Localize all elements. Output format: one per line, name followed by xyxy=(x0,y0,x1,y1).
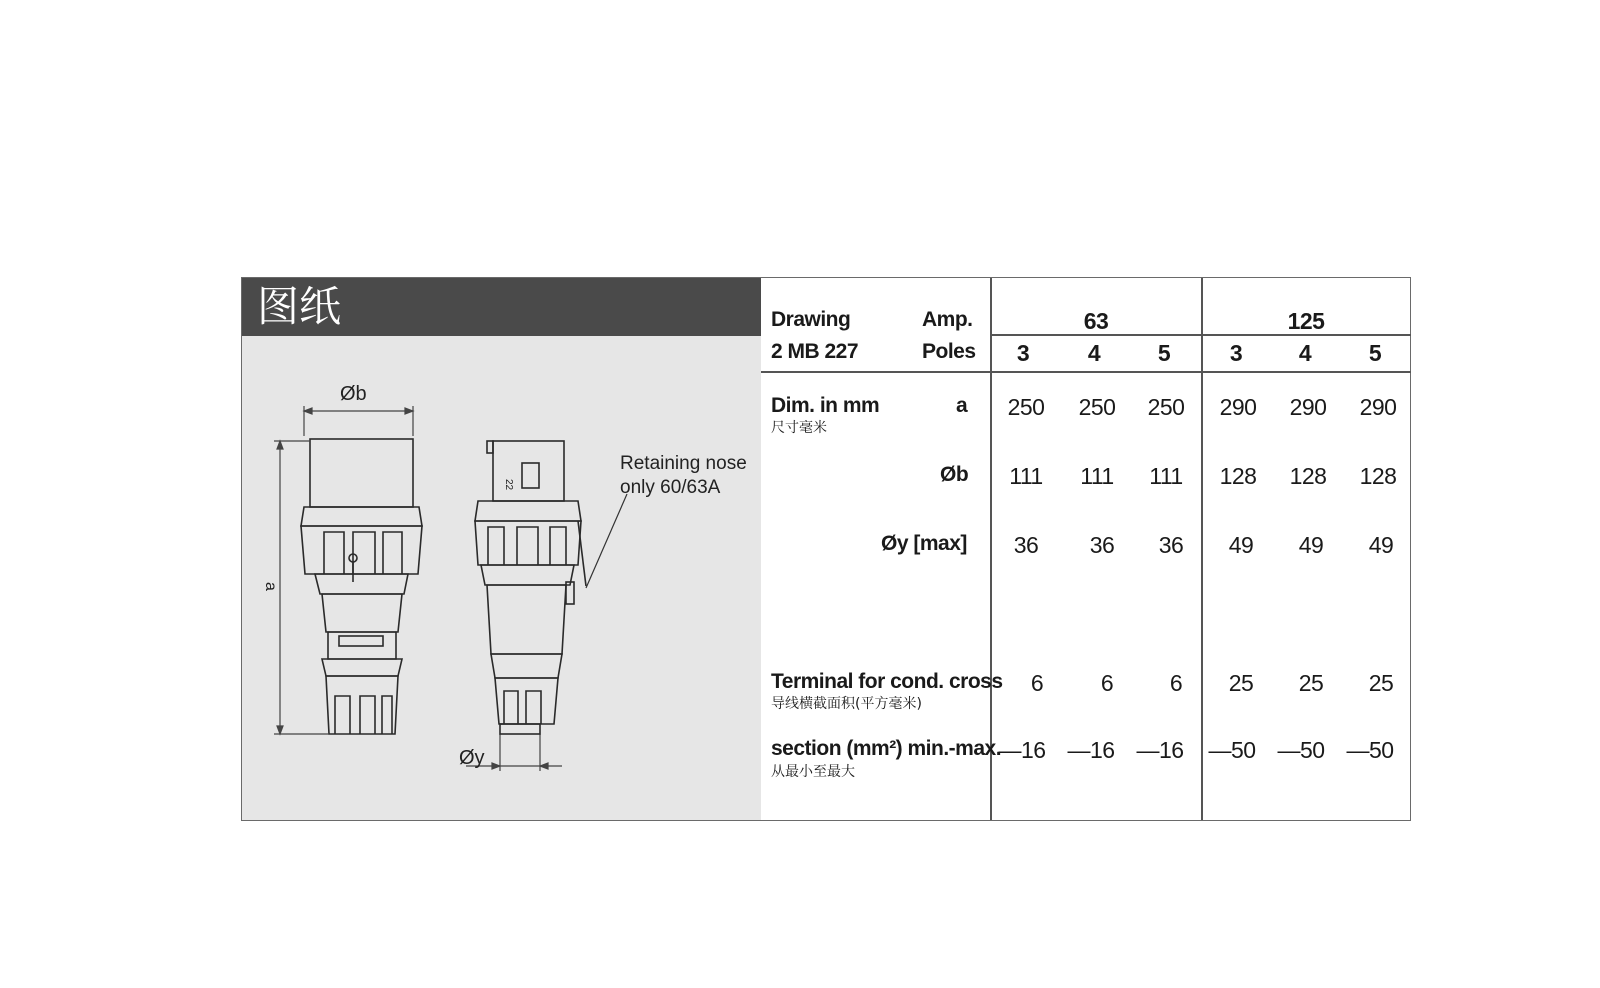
dim-y-label: Øy xyxy=(459,747,485,769)
cell-b-2: 111 xyxy=(1080,463,1114,489)
plug-side-view xyxy=(475,441,586,734)
row-dim-label-zh: 尺寸毫米 xyxy=(771,420,827,436)
amp-63: 63 xyxy=(1083,308,1109,334)
row-section-label-zh: 从最小至最大 xyxy=(771,764,855,780)
cell-sec-1: —16 xyxy=(998,737,1046,763)
product-drawing-panel xyxy=(241,277,1411,821)
cell-b-4: 128 xyxy=(1219,463,1257,489)
row-b-param: Øb xyxy=(940,463,969,486)
row-terminal-label: Terminal for cond. cross xyxy=(771,670,1003,693)
cell-a-6: 290 xyxy=(1359,394,1397,420)
cell-y-6: 49 xyxy=(1368,532,1394,558)
note-leader-line xyxy=(586,494,627,588)
plug-front-view xyxy=(301,439,422,734)
dim-a-label: a xyxy=(262,582,279,591)
cell-sec-4: —50 xyxy=(1208,737,1256,763)
pole-63-5: 5 xyxy=(1157,340,1171,366)
header-title: 图纸 xyxy=(257,282,342,331)
pole-125-4: 4 xyxy=(1298,340,1312,366)
cell-sec-5: —50 xyxy=(1277,737,1325,763)
cell-a-5: 290 xyxy=(1289,394,1327,420)
note-line-1: Retaining nose xyxy=(620,453,747,474)
cell-b-1: 111 xyxy=(1009,463,1043,489)
cell-term-2: 6 xyxy=(1100,670,1114,696)
cell-term-3: 6 xyxy=(1169,670,1183,696)
cell-term-6: 25 xyxy=(1368,670,1394,696)
cell-sec-6: —50 xyxy=(1346,737,1394,763)
pole-63-3: 3 xyxy=(1016,340,1030,366)
pole-125-3: 3 xyxy=(1229,340,1243,366)
cell-y-3: 36 xyxy=(1158,532,1184,558)
row-dim-label: Dim. in mm xyxy=(771,394,880,417)
cell-term-5: 25 xyxy=(1298,670,1324,696)
drawing-area xyxy=(242,278,761,820)
drawing-code: 2 MB 227 xyxy=(771,340,859,363)
cell-term-4: 25 xyxy=(1228,670,1254,696)
cell-a-2: 250 xyxy=(1078,394,1116,420)
cell-term-1: 6 xyxy=(1030,670,1044,696)
cell-y-4: 49 xyxy=(1228,532,1254,558)
plug-technical-drawing xyxy=(242,336,761,820)
cell-sec-3: —16 xyxy=(1136,737,1184,763)
row-a-param: a xyxy=(956,394,968,417)
header-bar xyxy=(242,278,761,336)
pole-63-4: 4 xyxy=(1087,340,1101,366)
cell-y-1: 36 xyxy=(1013,532,1039,558)
pole-125-5: 5 xyxy=(1368,340,1382,366)
poles-label: Poles xyxy=(922,340,976,363)
row-y-param: Øy [max] xyxy=(881,532,967,555)
cell-b-6: 128 xyxy=(1359,463,1397,489)
cell-y-2: 36 xyxy=(1089,532,1115,558)
note-line-2: only 60/63A xyxy=(620,477,721,498)
cell-sec-2: —16 xyxy=(1067,737,1115,763)
cell-b-5: 128 xyxy=(1289,463,1327,489)
side-small-label: 22 xyxy=(503,479,514,491)
drawing-label: Drawing xyxy=(771,308,851,331)
dim-b-label: Øb xyxy=(340,383,367,405)
row-terminal-label-zh: 导线横截面积(平方毫米) xyxy=(771,696,922,712)
cell-a-1: 250 xyxy=(1007,394,1045,420)
cell-y-5: 49 xyxy=(1298,532,1324,558)
cell-b-3: 111 xyxy=(1149,463,1183,489)
amp-125: 125 xyxy=(1287,308,1325,334)
amp-label: Amp. xyxy=(922,308,973,331)
row-section-label: section (mm²) min.-max. xyxy=(771,737,1002,760)
table-rule-amp xyxy=(990,334,1411,336)
cell-a-4: 290 xyxy=(1219,394,1257,420)
table-rule-header xyxy=(761,371,1411,373)
cell-a-3: 250 xyxy=(1147,394,1185,420)
